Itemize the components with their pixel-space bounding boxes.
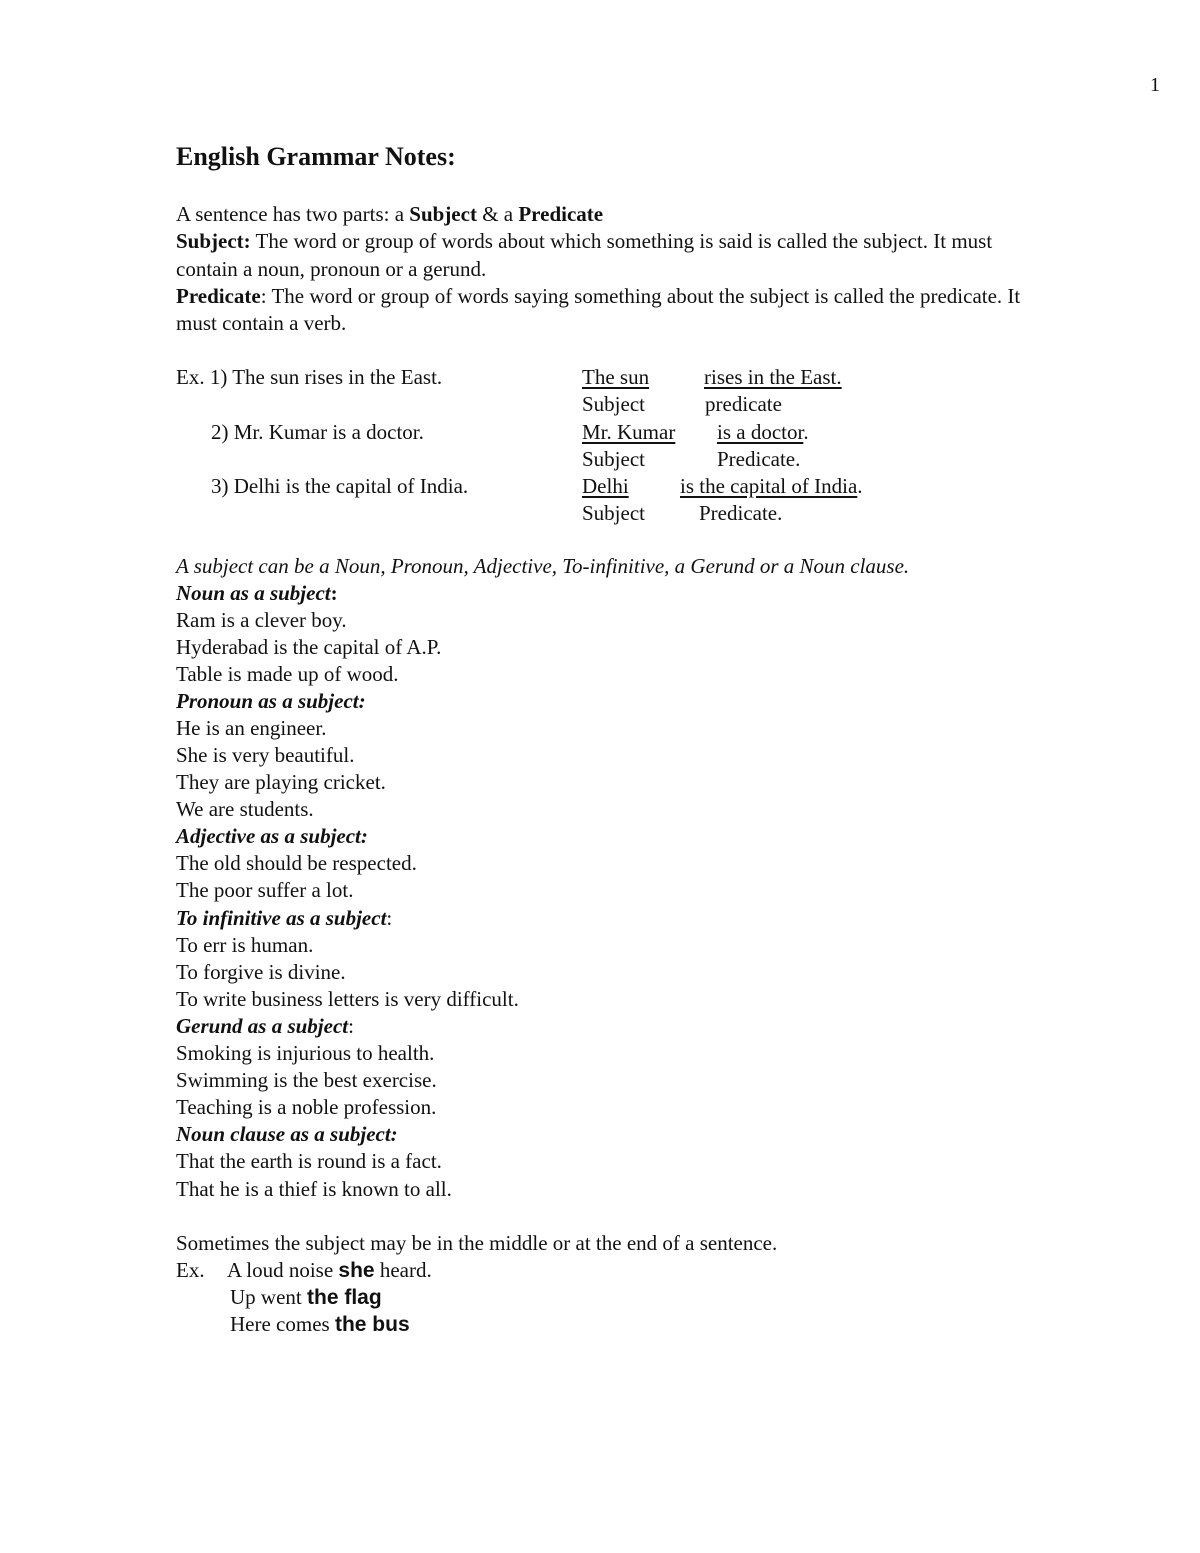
position-example-subject: she xyxy=(338,1259,375,1282)
example-line: That he is a thief is known to all. xyxy=(176,1177,452,1201)
section-heading-noun-clause: Noun clause as a subject: xyxy=(176,1122,398,1146)
subject-label: Subject: xyxy=(176,229,251,253)
example-sentence: 3) Delhi is the capital of India. xyxy=(211,474,469,498)
page-number: 1 xyxy=(1150,74,1160,96)
section-heading-infinitive xyxy=(176,905,1136,932)
example-predicate-tag: predicate xyxy=(705,392,782,416)
example-line: Ram is a clever boy. xyxy=(176,608,347,632)
example-line: They are playing cricket. xyxy=(176,770,386,794)
example-predicate-text: is the capital of India xyxy=(680,474,858,498)
example-predicate: rises in the East. xyxy=(704,365,842,389)
example-subject-tag: Subject xyxy=(582,501,645,525)
predicate-term: Predicate xyxy=(518,202,604,226)
position-example-subject: the bus xyxy=(334,1313,410,1336)
example-line: To write business letters is very difficult. xyxy=(176,987,519,1011)
intro-line xyxy=(176,201,1136,228)
position-example xyxy=(230,1311,410,1338)
example-line: We are students. xyxy=(176,797,314,821)
subject-definition-text: The word or group of words about which something is said is called the subject. It must xyxy=(250,229,993,253)
subject-types-intro: A subject can be a Noun, Pronoun, Adjective, To-infinitive, a Gerund or a Noun clause. xyxy=(176,554,910,578)
position-note: Sometimes the subject may be in the middle or at the end of a sentence. xyxy=(176,1231,778,1255)
example-subject: The sun xyxy=(582,365,650,389)
example-line: She is very beautiful. xyxy=(176,743,355,767)
example-subject-tag: Subject xyxy=(582,447,645,471)
section-heading-gerund xyxy=(176,1013,1136,1040)
section-heading-adjective: Adjective as a subject: xyxy=(176,824,368,848)
example-subject: Delhi xyxy=(582,474,629,498)
position-example-text: Up went xyxy=(230,1285,307,1309)
section-heading-text: Noun as a subject xyxy=(176,581,331,605)
example-line: Table is made up of wood. xyxy=(176,662,399,686)
position-example-text: A loud noise xyxy=(227,1258,339,1282)
example-predicate xyxy=(680,473,863,500)
example-sentence: Ex. 1) The sun rises in the East. xyxy=(176,365,443,389)
example-predicate-tail: . xyxy=(857,474,863,498)
intro-text: A sentence has two parts: a xyxy=(176,202,410,226)
example-predicate-text: is a doctor xyxy=(717,420,804,444)
section-heading-colon: : xyxy=(330,581,338,605)
example-predicate-tail: . xyxy=(803,420,809,444)
predicate-definition-cont: must contain a verb. xyxy=(176,311,347,335)
example-line: The old should be respected. xyxy=(176,851,417,875)
position-example-text: Here comes xyxy=(230,1312,335,1336)
section-heading-colon: : xyxy=(348,1014,354,1038)
intro-text: & a xyxy=(476,202,519,226)
example-predicate xyxy=(717,419,809,446)
example-predicate-tag: Predicate. xyxy=(699,501,783,525)
predicate-label: Predicate xyxy=(176,284,261,308)
position-ex-label: Ex. xyxy=(176,1258,205,1282)
example-subject-tag: Subject xyxy=(582,392,645,416)
document-title: English Grammar Notes: xyxy=(176,142,456,171)
position-example xyxy=(227,1257,432,1284)
example-line: To forgive is divine. xyxy=(176,960,346,984)
example-line: That the earth is round is a fact. xyxy=(176,1149,442,1173)
example-line: Teaching is a noble profession. xyxy=(176,1095,437,1119)
example-predicate-tag: Predicate. xyxy=(717,447,801,471)
section-heading-noun xyxy=(176,580,1136,607)
example-line: Smoking is injurious to health. xyxy=(176,1041,435,1065)
position-example-subject: the flag xyxy=(307,1286,382,1309)
section-heading-text: To infinitive as a subject xyxy=(176,906,387,930)
predicate-definition xyxy=(176,283,1136,310)
section-heading-pronoun: Pronoun as a subject: xyxy=(176,689,366,713)
example-sentence: 2) Mr. Kumar is a doctor. xyxy=(211,420,424,444)
section-heading-text: Gerund as a subject xyxy=(176,1014,349,1038)
example-line: He is an engineer. xyxy=(176,716,327,740)
subject-definition xyxy=(176,228,1136,255)
example-line: The poor suffer a lot. xyxy=(176,878,354,902)
predicate-definition-text: : The word or group of words saying something about the subject is called the predicate. It xyxy=(260,284,1021,308)
example-line: To err is human. xyxy=(176,933,314,957)
example-line: Hyderabad is the capital of A.P. xyxy=(176,635,442,659)
subject-term: Subject xyxy=(409,202,477,226)
position-example xyxy=(230,1284,382,1311)
position-example-text: heard. xyxy=(374,1258,432,1282)
example-line: Swimming is the best exercise. xyxy=(176,1068,437,1092)
subject-definition-cont: contain a noun, pronoun or a gerund. xyxy=(176,257,487,281)
section-heading-colon: : xyxy=(386,906,393,930)
example-subject: Mr. Kumar xyxy=(582,420,676,444)
